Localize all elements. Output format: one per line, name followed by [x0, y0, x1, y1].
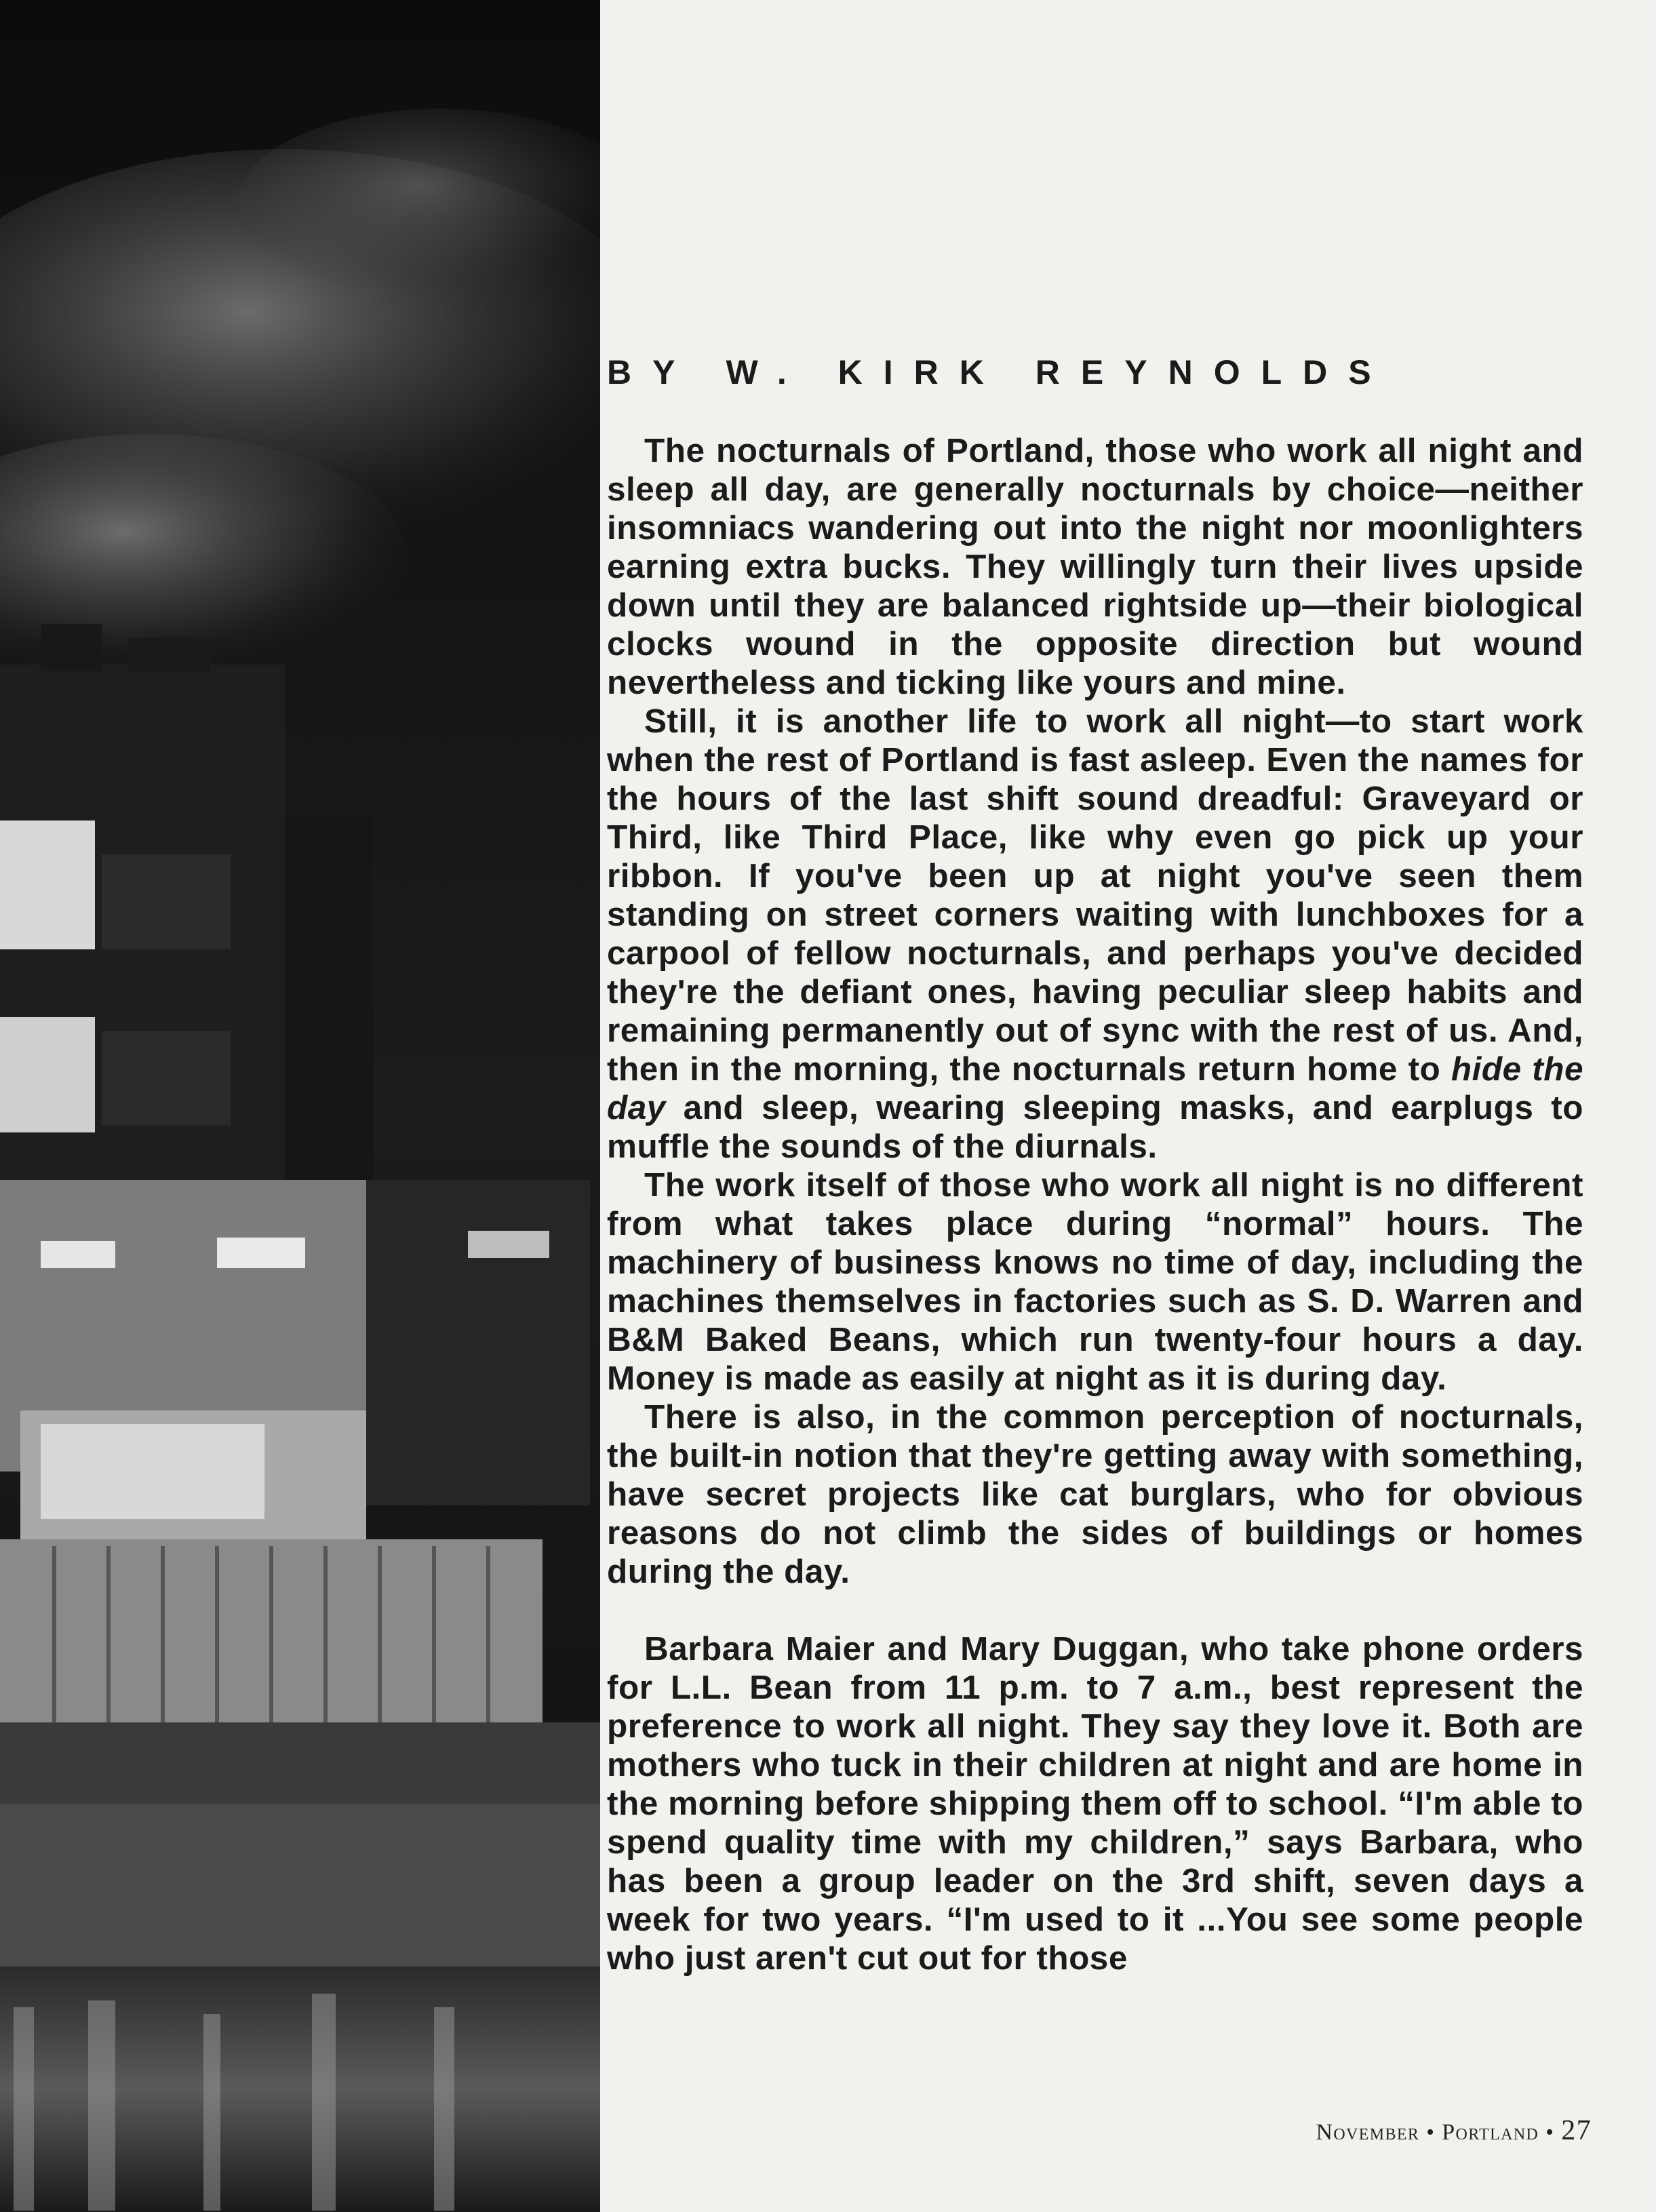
- night-factory-photo: [0, 0, 600, 2212]
- paragraph-1: The nocturnals of Portland, those who work all night and sleep all day, are generally nocturnals by choice—neither insomniacs wandering out into the night nor moonlighters earning extra bucks. They willingly turn their lives upside down until they are balanced rightside up—their biological clocks wound in the opposite direction but wound nevertheless and ticking like yours and mine.: [607, 432, 1583, 701]
- paragraph-5: Barbara Maier and Mary Duggan, who take phone orders for L.L. Bean from 11 p.m. to 7 a.m., best represent the preference to work all night. They say they love it. Both are mothers who tuck in their children at night and are home in the morning before shipping them off to school. “I'm able to spend quality time with my children,” says Barbara, who has been a group leader on the 3rd shift, seven days a week for two years. “I'm used to it ...You see some people who just aren't cut out for those: [607, 1630, 1583, 1977]
- paragraph-2: Still, it is another life to work all night—to start work when the rest of Portland is fast asleep. Even the names for the hours of the last shift sound dreadful: Graveyard or Third, like Third Place, like why even go pick up your ribbon. If you've been up at night you've seen them standing on street corners waiting with lunchboxes for a carpool of fellow nocturnals, and perhaps you've decided they're the defiant ones, having peculiar sleep habits and remaining permanently out of sync with the rest of us. And, then in the morning, the nocturnals return home to hide the day and sleep, wearing sleeping masks, and earplugs to muffle the sounds of the diurnals.: [607, 703, 1584, 1165]
- footer-magazine: Portland: [1442, 2120, 1539, 2145]
- footer-separator: •: [1426, 2120, 1436, 2145]
- photo-illustration: [0, 0, 600, 2212]
- page-number: 27: [1561, 2115, 1592, 2146]
- byline: BY W. KIRK REYNOLDS: [607, 353, 1392, 391]
- page-footer: [1316, 2114, 1592, 2147]
- article-body: [607, 431, 1583, 1977]
- article-column: [607, 353, 1583, 1977]
- paragraph-4: There is also, in the common perception of nocturnals, the built-in notion that they're getting away with something, have secret projects like cat burglars, who for obvious reasons do not climb the sides of buildings or homes during the day.: [607, 1398, 1583, 1590]
- emphasis-text: hide the day: [607, 1050, 1584, 1126]
- footer-separator-2: •: [1545, 2120, 1555, 2145]
- footer-month: November: [1316, 2120, 1420, 2145]
- paragraph-3: The work itself of those who work all night is no different from what takes place during “normal” hours. The machinery of business knows no time of day, including the machines themselves in factories such as S. D. Warren and B&M Baked Beans, which run twenty-four hours a day. Money is made as easily at night as it is during day.: [607, 1166, 1583, 1397]
